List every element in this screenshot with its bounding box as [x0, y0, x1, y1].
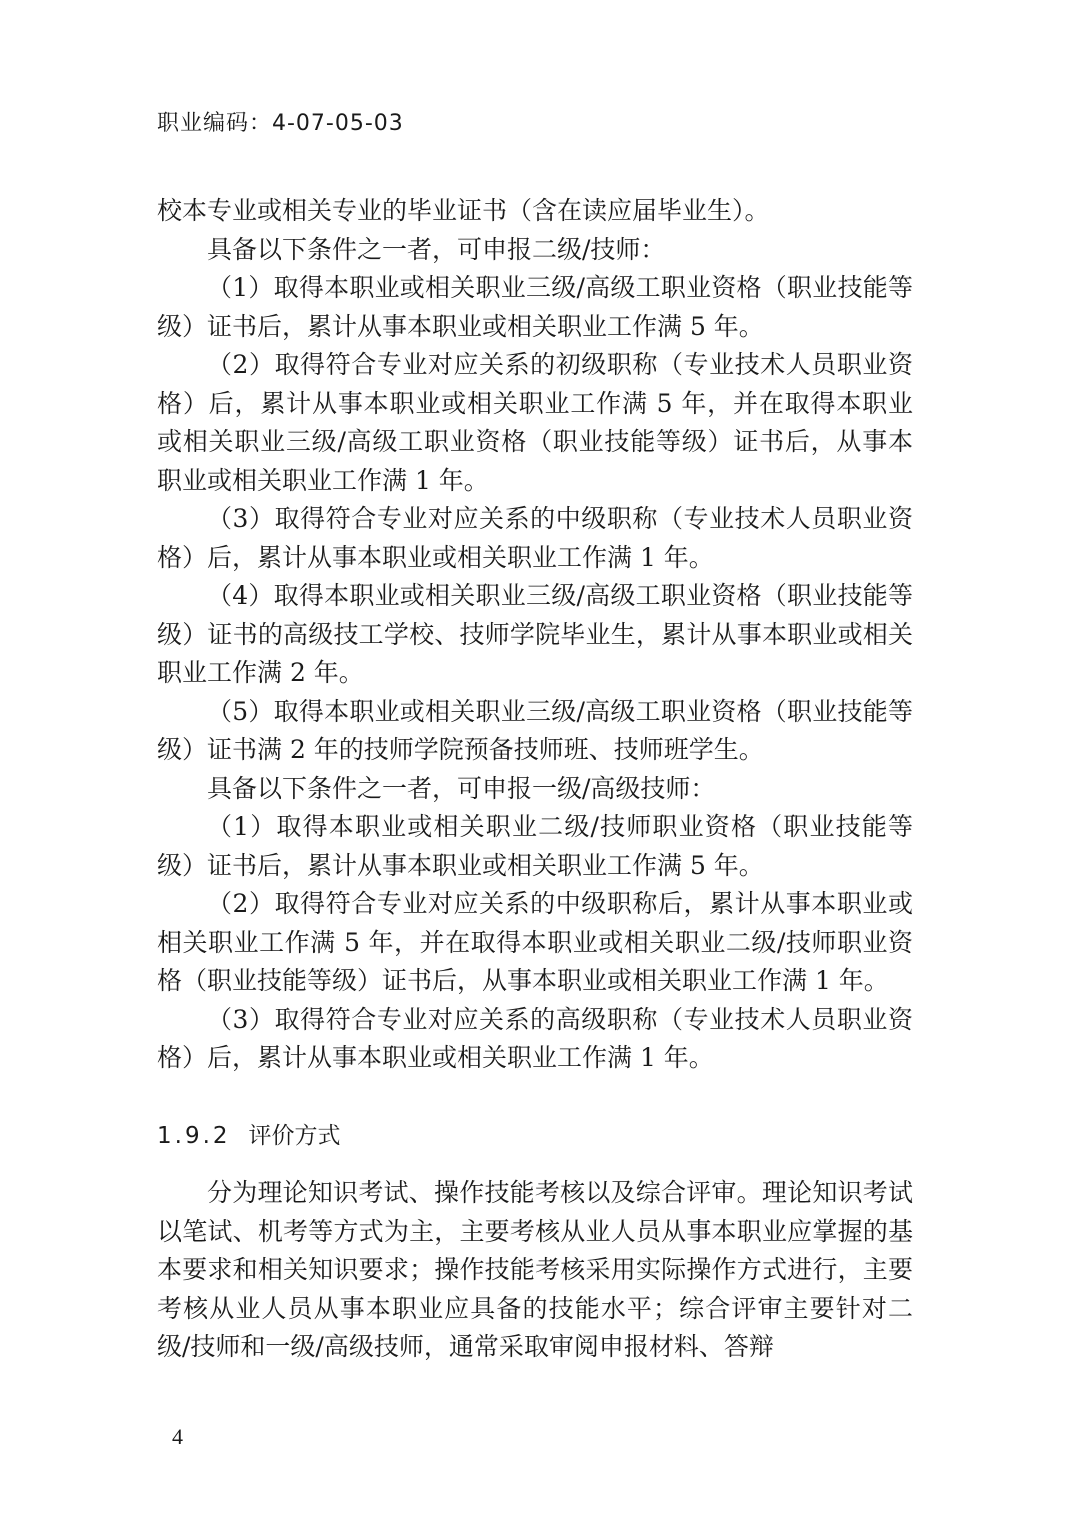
section-number: 1.9.2 — [157, 1123, 231, 1149]
body-text — [157, 192, 913, 1078]
paragraph: （4）取得本职业或相关职业三级/高级工职业资格（职业技能等级）证书的高级技工学校、技师学院毕业生，累计从事本职业或相关职业工作满 2 年。 — [157, 581, 913, 687]
paragraph: （2）取得符合专业对应关系的中级职称后，累计从事本职业或相关职业工作满 5 年，并在取得本职业或相关职业二级/技师职业资格（职业技能等级）证书后，从事本职业或相关职业工作满 1 年。 — [157, 889, 913, 995]
paragraph: 具备以下条件之一者，可申报二级/技师： — [207, 234, 666, 264]
paragraph: （3）取得符合专业对应关系的高级职称（专业技术人员职业资格）后，累计从事本职业或相关职业工作满 1 年。 — [157, 1004, 913, 1072]
page-number: 4 — [172, 1424, 183, 1449]
paragraph: （2）取得符合专业对应关系的初级职称（专业技术人员职业资格）后，累计从事本职业或相关职业工作满 5 年，并在取得本职业或相关职业三级/高级工职业资格（职业技能等级）证书后，从事本职业或相关职业工作满 1 年。 — [157, 350, 913, 495]
paragraph: 校本专业或相关专业的毕业证书（含在读应届毕业生）。 — [157, 196, 770, 225]
section-heading — [157, 1118, 341, 1154]
paragraph: （5）取得本职业或相关职业三级/高级工职业资格（职业技能等级）证书满 2 年的技师学院预备技师班、技师班学生。 — [157, 696, 913, 764]
paragraph: 具备以下条件之一者，可申报一级/高级技师： — [207, 773, 716, 803]
paragraph: （3）取得符合专业对应关系的中级职称（专业技术人员职业资格）后，累计从事本职业或相关职业工作满 1 年。 — [157, 504, 913, 572]
paragraph: 分为理论知识考试、操作技能考核以及综合评审。理论知识考试以笔试、机考等方式为主，主要考核从业人员从事本职业应掌握的基本要求和相关知识要求；操作技能考核采用实际操作方式进行，主要考核从业人员从事本职业应具备的技能水平；综合评审主要针对二级/技师和一级/高级技师，通常采取审阅申报材料、答辩 — [157, 1178, 913, 1361]
occupation-code: 职业编码：4-07-05-03 — [157, 111, 404, 136]
paragraph: （1）取得本职业或相关职业二级/技师职业资格（职业技能等级）证书后，累计从事本职业或相关职业工作满 5 年。 — [157, 812, 913, 880]
section-body — [157, 1174, 913, 1367]
section-title: 评价方式 — [248, 1123, 341, 1149]
paragraph: （1）取得本职业或相关职业三级/高级工职业资格（职业技能等级）证书后，累计从事本职业或相关职业工作满 5 年。 — [157, 273, 913, 341]
